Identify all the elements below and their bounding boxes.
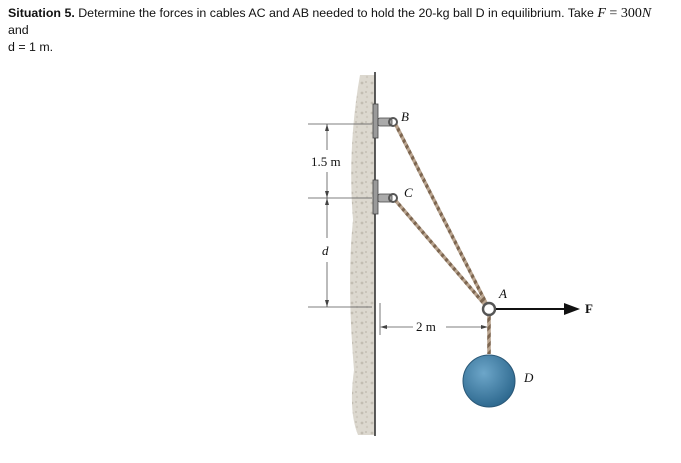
label-c: C — [404, 185, 413, 200]
wall — [350, 72, 375, 436]
ring-a — [483, 303, 495, 315]
force-equals: = 300 — [605, 6, 642, 21]
bracket-c — [373, 180, 397, 214]
label-b: B — [401, 109, 409, 124]
problem-text: Determine the forces in cables AC and AB needed to hold the 20-kg ball D in equilibrium. Take — [78, 6, 594, 20]
label-d: D — [524, 370, 534, 385]
force-unit: N — [641, 6, 652, 21]
ball-d — [463, 355, 515, 407]
label-a: A — [499, 286, 507, 301]
dimension-1-5m: 1.5 m — [311, 154, 341, 169]
force-variable: F — [597, 6, 606, 21]
situation-heading: Situation 5. — [8, 6, 75, 20]
dimension-2m: 2 m — [416, 319, 436, 334]
bracket-b — [373, 104, 397, 138]
dimension-d: d — [322, 243, 329, 258]
and-word: and — [8, 23, 29, 37]
force-arrow — [496, 303, 580, 315]
dimension-arrowheads — [325, 124, 488, 329]
distance-given: d = 1 m. — [8, 40, 54, 54]
label-f: F — [585, 301, 593, 316]
